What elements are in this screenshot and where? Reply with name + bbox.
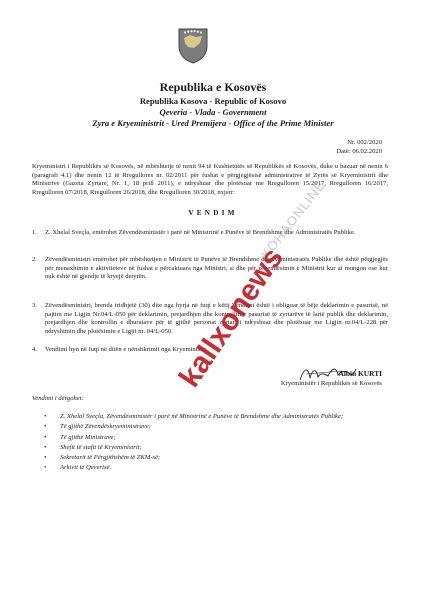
recipient-item: • Arkivit të Qeverisë. xyxy=(44,464,112,472)
signatory-name: Albin KURTI xyxy=(338,369,382,378)
news-watermark: kallxonews xyxy=(172,241,290,394)
recipient-item: • Sekretarit të Përgjithshëm të ZKM-së; xyxy=(44,454,161,462)
online-watermark: KOHAONLINE xyxy=(257,177,329,262)
decision-date: Datë: 06.02.2020 xyxy=(336,148,382,155)
signatory-role: Kryeministër i Republikës së Kosovës xyxy=(280,380,382,387)
recipient-list xyxy=(44,413,380,475)
recipient-item: • Të gjithë Ministrave; xyxy=(44,433,116,441)
decision-item xyxy=(32,229,388,238)
office-heading: Zyra e Kryeministrit - Ured Premijera - Office of the Prime Minister xyxy=(92,118,334,128)
preamble: Kryeministri i Republikës së Kosovës, në mbështetje të nenit 94 të Kushtetutës së Republikës së Kosovës, duke u bazuar në nenin 6 (paragrafi 4.1) dhe nenin 12 të Rregullores nr. 02/2011 për fushat e përgjegjësisë administrative të Zyrës së Kryeministrit dhe Ministrive (Gazeta Zyrtare, Nr. 1, 18 prill 2011), e ndryshuar dhe plotësuar me Rregulloren 15/2017, Rregulloren 16/2017, Rregulloren 07/2018, Rregulloren 26/2018, dhe Rregulloren 30/2018, nxjerr: xyxy=(32,163,388,197)
item-text: Vendimi hyn në fuqi në ditën e nënshkrimit nga Kryeministri. xyxy=(45,346,208,353)
item-text: Z. Xhelal Sveçla, emërohet Zëvendësministër i parë në Ministrinë e Punëve të Brendshme dhe Administratës Publike. xyxy=(45,229,356,236)
decision-title: VENDIM xyxy=(188,209,238,217)
recipient-item: • Shefit të stafit të Kryeministrit; xyxy=(44,443,142,451)
kosovo-coat-of-arms-icon xyxy=(176,26,210,64)
delivery-heading: Vendimi i dërgohet: xyxy=(32,395,84,402)
item-number: 2. xyxy=(32,256,37,263)
item-text: Zëvendësministri emërohet për mbështetjen e Ministrit të Punëve të Brendshme dhe Administratës Publike dhe është përgjegjës për menaxhimin e aktiviteteve në fushat e përcaktuara nga Ministri, si dhe për zëvendësimin e Ministrit kur ai mungon ose kur nuk është në gjendje të kryejë detyrën. xyxy=(45,256,388,281)
item-number: 4. xyxy=(32,346,37,353)
decision-item xyxy=(32,256,388,282)
item-number: 1. xyxy=(32,229,37,236)
item-number: 3. xyxy=(32,302,37,309)
item-text: Zëvendësministri, brenda tridhjetë (30) dite nga hyrja në fuqi e këtij Vendimi është i obliguar të bëje deklarimin e pasurisë, në pajtim me Ligjin Nr.04/L-050 për deklarimin, prejardhjen dhe kontrollin e pasurisë të zyrtarëve të lartë publik dhe deklarimin, prejardhjen dhe kontrollin e dhuratave për të gjithë personat zyrtar, i ndryshuar dhe plotësuar me Ligjin nr.04/L-228 për ndryshimin dhe plotësimin e Ligjit nr. 04/L-050. xyxy=(45,302,388,336)
republic-heading: Republika e Kosovës xyxy=(159,80,267,94)
government-heading: Qeveria - Vlada - Government xyxy=(159,107,267,117)
recipient-item: • Z. Xhelal Sveçla, Zëvendësministër i parë në Ministrinë e Punëve të Brendshme dhe Administratës Publike; xyxy=(44,413,344,420)
republic-trilingual: Republika Kosova - Republic of Kosovo xyxy=(139,96,287,106)
recipient-item: • Të gjithë Zëvendëskryeministrave; xyxy=(44,423,151,431)
decision-number: Nr. 002/2020 xyxy=(347,139,382,146)
